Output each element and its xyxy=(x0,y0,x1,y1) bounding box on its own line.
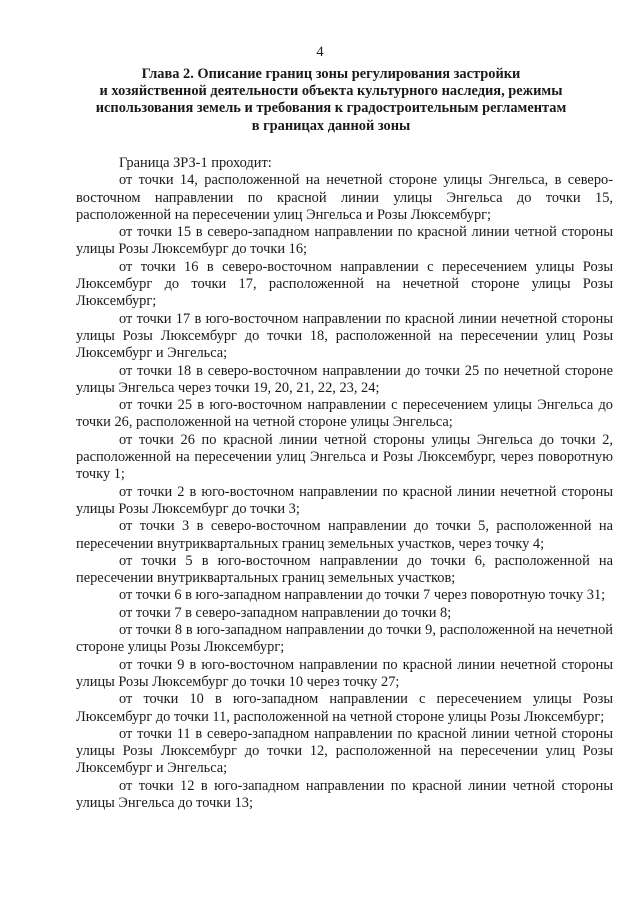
chapter-title-line: использования земель и требования к градостроительным регламентам xyxy=(95,100,567,117)
boundary-paragraph: от точки 2 в юго-восточном направлении по красной линии нечетной стороны улицы Розы Люксембург до точки 3; xyxy=(76,483,613,517)
boundary-paragraph: от точки 12 в юго-западном направлении по красной линии четной стороны улицы Энгельса до точки 13; xyxy=(76,777,613,811)
boundary-paragraph: от точки 3 в северо-восточном направлении до точки 5, расположенной на пересечении внутриквартальных границ земельных участков, через точку 4; xyxy=(76,518,613,552)
chapter-title-line: Глава 2. Описание границ зоны регулирования застройки xyxy=(141,66,521,82)
boundary-paragraph: от точки 25 в юго-восточном направлении с пересечением улицы Энгельса до точки 26, расположенной на четной стороне улицы Энгельса; xyxy=(76,397,613,431)
boundary-paragraph: от точки 18 в северо-восточном направлении до точки 25 по нечетной стороне улицы Энгельса через точки 19, 20, 21, 22, 23, 24; xyxy=(76,362,613,396)
boundary-paragraph: от точки 14, расположенной на нечетной стороне улицы Энгельса, в северо-восточном направлении по красной линии улицы Энгельса до точки 15, расположенной на пересечении улиц Энгельса и Розы Люксембург; xyxy=(76,172,613,223)
chapter-title-line: и хозяйственной деятельности объекта культурного наследия, режимы xyxy=(99,83,563,100)
chapter-title xyxy=(92,66,570,135)
document-body xyxy=(76,155,613,812)
boundary-paragraph: от точки 9 в юго-восточном направлении по красной линии нечетной стороны улицы Розы Люксембург до точки 10 через точку 27; xyxy=(76,656,613,690)
intro-paragraph: Граница ЗРЗ-1 проходит: xyxy=(119,155,272,171)
page-number: 4 xyxy=(316,44,324,60)
boundary-paragraph: от точки 15 в северо-западном направлении по красной линии четной стороны улицы Розы Люксембург до точки 16; xyxy=(76,224,613,258)
boundary-paragraph: от точки 8 в юго-западном направлении до точки 9, расположенной на нечетной стороне улицы Розы Люксембург; xyxy=(76,622,613,656)
boundary-paragraph: от точки 5 в юго-восточном направлении до точки 6, расположенной на пересечении внутриквартальных границ земельных участков; xyxy=(76,552,613,587)
boundary-paragraph: от точки 26 по красной линии четной стороны улицы Энгельса до точки 2, расположенной на пересечении улиц Энгельса и Розы Люксембург, через поворотную точку 1; xyxy=(76,431,613,483)
chapter-title-line: в границах данной зоны xyxy=(251,117,411,134)
boundary-paragraph: от точки 7 в северо-западном направлении до точки 8; xyxy=(119,604,452,621)
boundary-paragraph: от точки 17 в юго-восточном направлении по красной линии нечетной стороны улицы Розы Люксембург до точки 18, расположенной на пересечении улиц Розы Люксембург и Энгельса; xyxy=(76,310,613,362)
boundary-paragraph: от точки 16 в северо-восточном направлении с пересечением улицы Розы Люксембург до точки 17, расположенной на нечетной стороне улицы Розы Люксембург; xyxy=(76,258,613,310)
boundary-paragraph: от точки 10 в юго-западном направлении с пересечением улицы Розы Люксембург до точки 11, расположенной на четной стороне улицы Розы Люксембург; xyxy=(76,691,613,725)
boundary-paragraph: от точки 11 в северо-западном направлении по красной линии четной стороны улицы Розы Люксембург до точки 12, расположенной на пересечении улиц Розы Люксембург и Энгельса; xyxy=(76,725,613,777)
boundary-paragraph: от точки 6 в юго-западном направлении до точки 7 через поворотную точку 31; xyxy=(119,587,606,604)
